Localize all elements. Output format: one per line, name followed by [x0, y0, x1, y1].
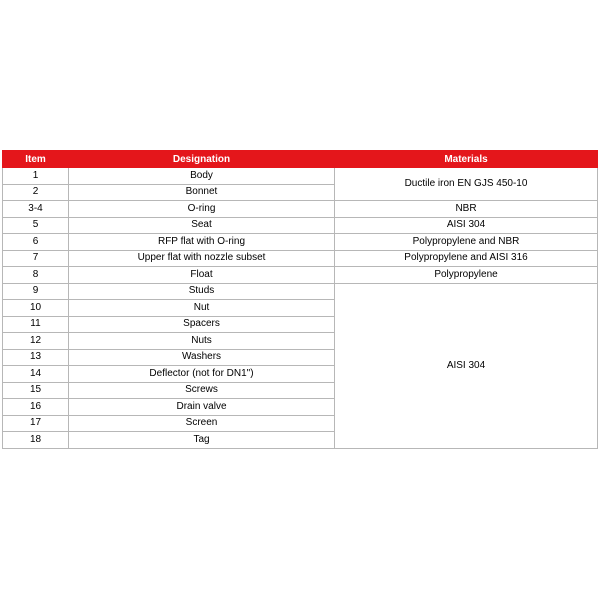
- designation-cell: Tag: [69, 432, 335, 449]
- designation-cell: Screen: [69, 415, 335, 432]
- table-row: [3, 217, 598, 234]
- designation-cell: Nuts: [69, 333, 335, 350]
- item-cell: 16: [3, 399, 69, 416]
- item-cell: 10: [3, 300, 69, 317]
- material-cell: Polypropylene and NBR: [335, 234, 598, 251]
- materials-table: [2, 150, 598, 449]
- designation-cell: Upper flat with nozzle subset: [69, 250, 335, 267]
- item-cell: 3-4: [3, 201, 69, 218]
- material-cell: Ductile iron EN GJS 450-10: [335, 168, 598, 201]
- item-cell: 6: [3, 234, 69, 251]
- designation-cell: Spacers: [69, 316, 335, 333]
- designation-cell: Float: [69, 267, 335, 284]
- designation-cell: RFP flat with O-ring: [69, 234, 335, 251]
- table-row: [3, 168, 598, 185]
- table-row: [3, 250, 598, 267]
- designation-cell: Washers: [69, 349, 335, 366]
- designation-cell: Screws: [69, 382, 335, 399]
- designation-cell: Drain valve: [69, 399, 335, 416]
- designation-cell: Deflector (not for DN1"): [69, 366, 335, 383]
- material-cell: AISI 304: [335, 217, 598, 234]
- item-cell: 7: [3, 250, 69, 267]
- designation-cell: O-ring: [69, 201, 335, 218]
- table-row: [3, 267, 598, 284]
- table-header-row: [3, 151, 598, 168]
- table-row: [3, 234, 598, 251]
- designation-cell: Body: [69, 168, 335, 185]
- header-materials: Materials: [335, 151, 598, 168]
- header-item: Item: [3, 151, 69, 168]
- item-cell: 8: [3, 267, 69, 284]
- designation-cell: Studs: [69, 283, 335, 300]
- item-cell: 5: [3, 217, 69, 234]
- item-cell: 9: [3, 283, 69, 300]
- item-cell: 14: [3, 366, 69, 383]
- material-cell: Polypropylene and AISI 316: [335, 250, 598, 267]
- material-cell: Polypropylene: [335, 267, 598, 284]
- material-cell: AISI 304: [335, 283, 598, 448]
- designation-cell: Seat: [69, 217, 335, 234]
- material-cell: NBR: [335, 201, 598, 218]
- item-cell: 1: [3, 168, 69, 185]
- item-cell: 15: [3, 382, 69, 399]
- table-row: [3, 201, 598, 218]
- item-cell: 2: [3, 184, 69, 201]
- designation-cell: Nut: [69, 300, 335, 317]
- table-row: [3, 283, 598, 300]
- item-cell: 11: [3, 316, 69, 333]
- item-cell: 13: [3, 349, 69, 366]
- header-designation: Designation: [69, 151, 335, 168]
- item-cell: 18: [3, 432, 69, 449]
- item-cell: 12: [3, 333, 69, 350]
- item-cell: 17: [3, 415, 69, 432]
- designation-cell: Bonnet: [69, 184, 335, 201]
